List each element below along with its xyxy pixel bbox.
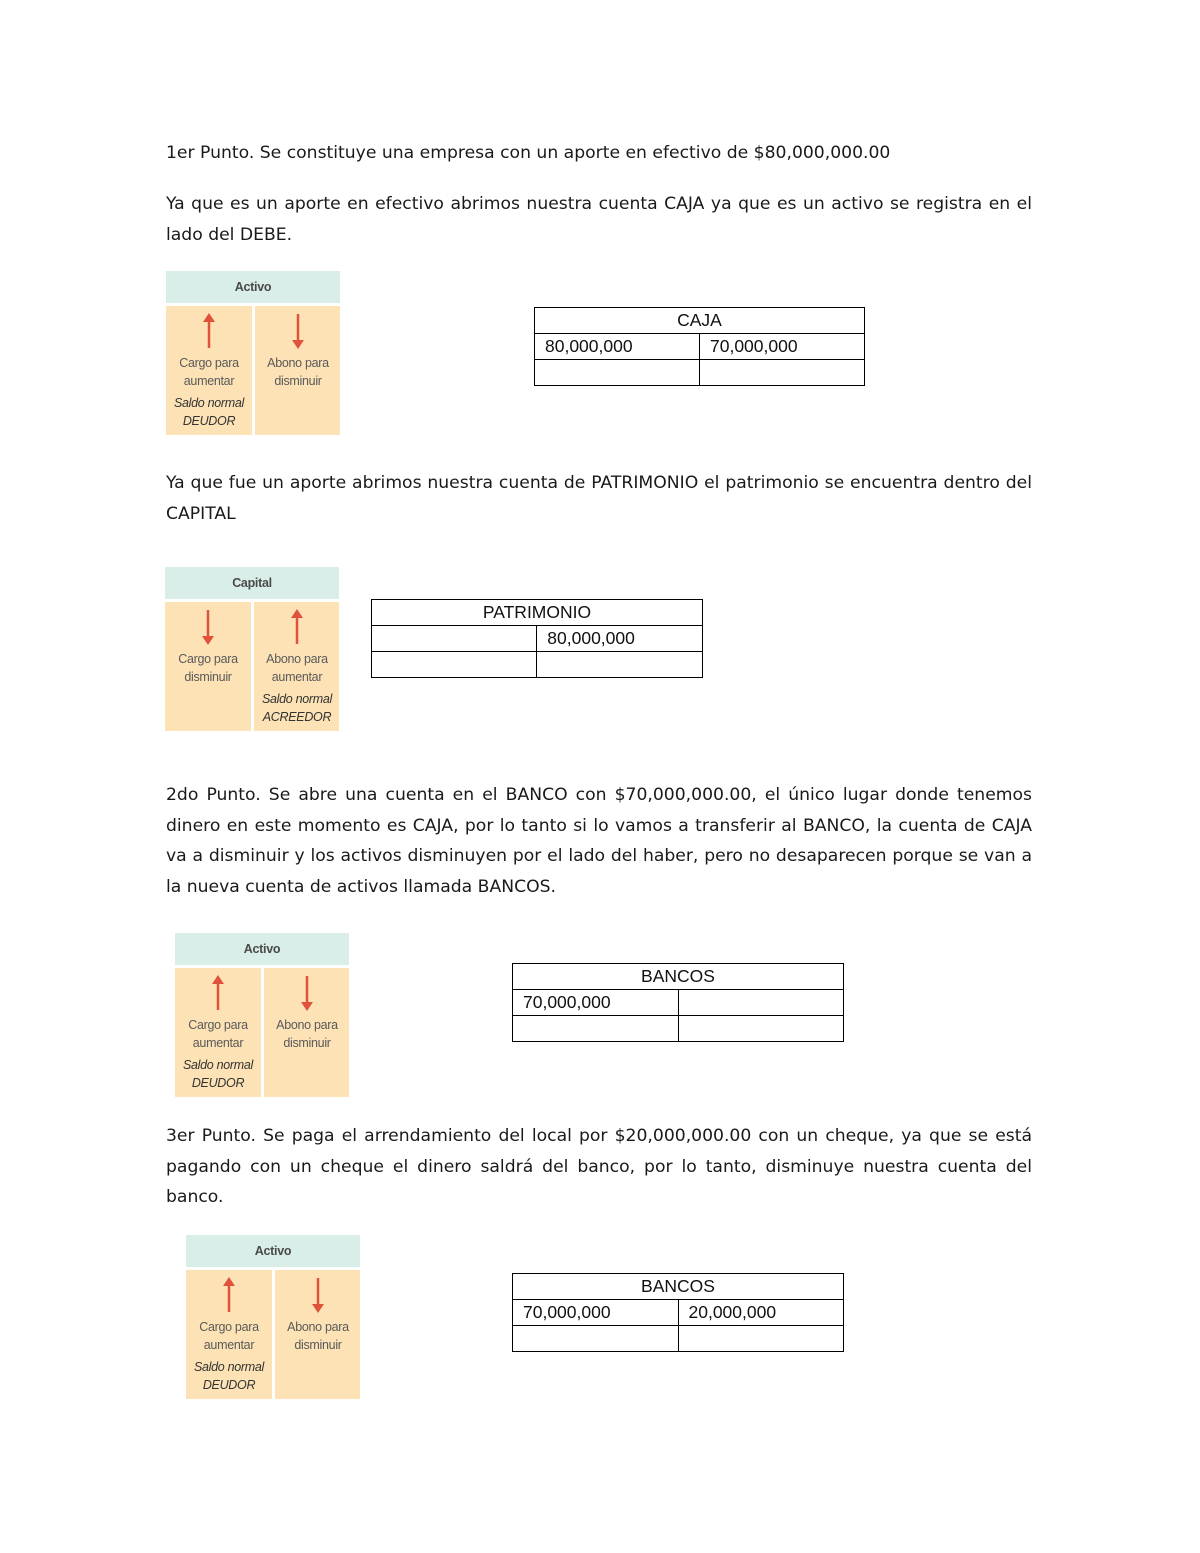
arrow-up-icon [202, 312, 216, 350]
t-account-haber: 70,000,000 [700, 334, 865, 360]
card-saldo: Saldo normal DEUDOR [173, 396, 245, 428]
t-account-title: BANCOS [513, 1274, 844, 1300]
paragraph-punto-1: 1er Punto. Se constituye una empresa con un aporte en efectivo de $80,000,000.00 [166, 143, 891, 163]
card-saldo: Saldo normal ACREEDOR [261, 692, 333, 724]
arrow-up-icon [222, 1276, 236, 1314]
t-account-bancos [512, 1273, 844, 1352]
paragraph-patrimonio-explanation: Ya que fue un aporte abrimos nuestra cuenta de PATRIMONIO el patrimonio se encuentra dentro del CAPITAL [166, 473, 1032, 524]
arrow-up-icon [290, 608, 304, 646]
paragraph-punto-3: 3er Punto. Se paga el arrendamiento del local por $20,000,000.00 con un cheque, ya que se está pagando con un cheque el dinero saldrá del banco, por lo tanto, disminuye nuestra cuenta del banco. [166, 1126, 1032, 1207]
t-account-debe: 80,000,000 [535, 334, 700, 360]
card-saldo: Saldo normal DEUDOR [193, 1360, 265, 1392]
arrow-up-icon [211, 974, 225, 1012]
card-debit-column: Cargo para disminuir [165, 602, 251, 686]
card-saldo: Saldo normal DEUDOR [182, 1058, 254, 1090]
arrow-down-icon [291, 312, 305, 350]
t-account-haber: 20,000,000 [678, 1300, 844, 1326]
t-account-haber [678, 990, 843, 1016]
t-account-bancos [512, 963, 844, 1042]
card-debit-column: Cargo para aumentar Saldo normal DEUDOR [175, 968, 261, 1092]
card-debit-column: Cargo para aumentar Saldo normal DEUDOR [166, 306, 252, 430]
activo-rule-card [186, 1235, 360, 1399]
card-title: Capital [165, 567, 339, 599]
capital-rule-card [165, 567, 339, 731]
arrow-down-icon [311, 1276, 325, 1314]
card-credit-column: Abono para disminuir [255, 306, 341, 390]
t-account-haber: 80,000,000 [537, 626, 703, 652]
card-title: Activo [186, 1235, 360, 1267]
activo-rule-card [166, 271, 340, 435]
paragraph-punto-2: 2do Punto. Se abre una cuenta en el BANCO con $70,000,000.00, el único lugar donde tenemos dinero en este momento es CAJA, por lo tanto si lo vamos a transferir al BANCO, la cuenta de CAJA va a disminuir y los activos disminuyen por el lado del haber, pero no desaparecen porque se van a la nueva cuenta de activos llamada BANCOS. [166, 785, 1032, 897]
t-account-title: PATRIMONIO [372, 600, 703, 626]
t-account-caja [534, 307, 865, 386]
arrow-down-icon [201, 608, 215, 646]
t-account-patrimonio [371, 599, 703, 678]
t-account-debe: 70,000,000 [513, 1300, 679, 1326]
card-credit-column: Abono para aumentar Saldo normal ACREEDOR [254, 602, 340, 726]
card-credit-column: Abono para disminuir [275, 1270, 361, 1354]
t-account-debe [372, 626, 537, 652]
t-account-title: BANCOS [513, 964, 844, 990]
card-credit-column: Abono para disminuir [264, 968, 350, 1052]
card-debit-column: Cargo para aumentar Saldo normal DEUDOR [186, 1270, 272, 1394]
card-title: Activo [166, 271, 340, 303]
arrow-down-icon [300, 974, 314, 1012]
paragraph-caja-explanation: Ya que es un aporte en efectivo abrimos nuestra cuenta CAJA ya que es un activo se registra en el lado del DEBE. [166, 194, 1032, 245]
activo-rule-card [175, 933, 349, 1097]
card-title: Activo [175, 933, 349, 965]
t-account-title: CAJA [535, 308, 865, 334]
t-account-debe: 70,000,000 [513, 990, 679, 1016]
